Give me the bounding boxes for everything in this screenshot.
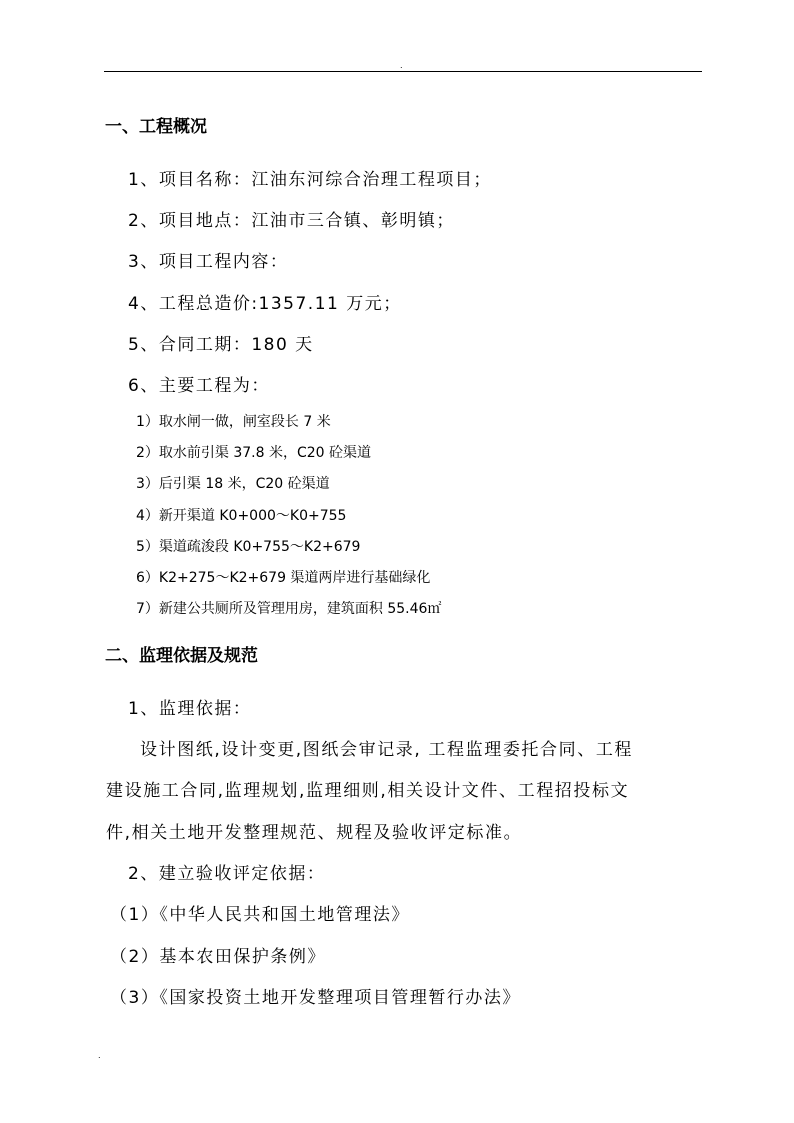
- acceptance-basis-item: （2）基本农田保护条例》: [110, 947, 326, 967]
- header-mark: .: [400, 61, 403, 70]
- acceptance-basis-item: （1）《中华人民共和国土地管理法》: [110, 905, 410, 925]
- supervision-basis-title: 1、监理依据：: [128, 699, 252, 719]
- project-content-item: 3、项目工程内容：: [128, 252, 289, 272]
- main-work-subitem: 7）新建公共厕所及管理用房，建筑面积 55.46㎡: [136, 601, 442, 617]
- main-work-subitem: 3）后引渠 18 米，C20 砼渠道: [136, 476, 330, 492]
- section-heading-basis: 二、监理依据及规范: [105, 646, 258, 666]
- basis-paragraph-line: 建设施工合同,监理规划,监理细则,相关设计文件、工程招投标文: [106, 781, 630, 801]
- basis-paragraph-line: 设计图纸,设计变更,图纸会审记录, 工程监理委托合同、工程: [140, 740, 634, 760]
- basis-paragraph-line: 件,相关土地开发整理规范、规程及验收评定标准。: [106, 823, 523, 843]
- header-rule: [104, 71, 702, 72]
- main-work-subitem: 1）取水闸一做，闸室段长 7 米: [136, 414, 331, 430]
- section-heading-overview: 一、工程概况: [105, 117, 207, 137]
- main-work-subitem: 5）渠道疏浚段 K0+755～K2+679: [136, 539, 361, 555]
- project-location-item: 2、项目地点：江油市三合镇、彰明镇；: [128, 211, 455, 231]
- main-work-subitem: 2）取水前引渠 37.8 米，C20 砼渠道: [136, 445, 372, 461]
- main-work-subitem: 6）K2+275～K2+679 渠道两岸进行基础绿化: [136, 570, 431, 586]
- footer-mark: .: [98, 1051, 101, 1060]
- total-cost-item: 4、工程总造价:1357.11 万元；: [128, 294, 402, 314]
- contract-period-item: 5、合同工期：180 天: [128, 335, 314, 355]
- main-work-subitem: 4）新开渠道 K0+000～K0+755: [136, 508, 347, 524]
- project-name-item: 1、项目名称：江油东河综合治理工程项目；: [128, 170, 492, 190]
- acceptance-basis-title: 2、建立验收评定依据：: [128, 864, 326, 884]
- main-works-item: 6、主要工程为：: [128, 376, 270, 396]
- acceptance-basis-item: （3）《国家投资土地开发整理项目管理暂行办法》: [110, 988, 521, 1008]
